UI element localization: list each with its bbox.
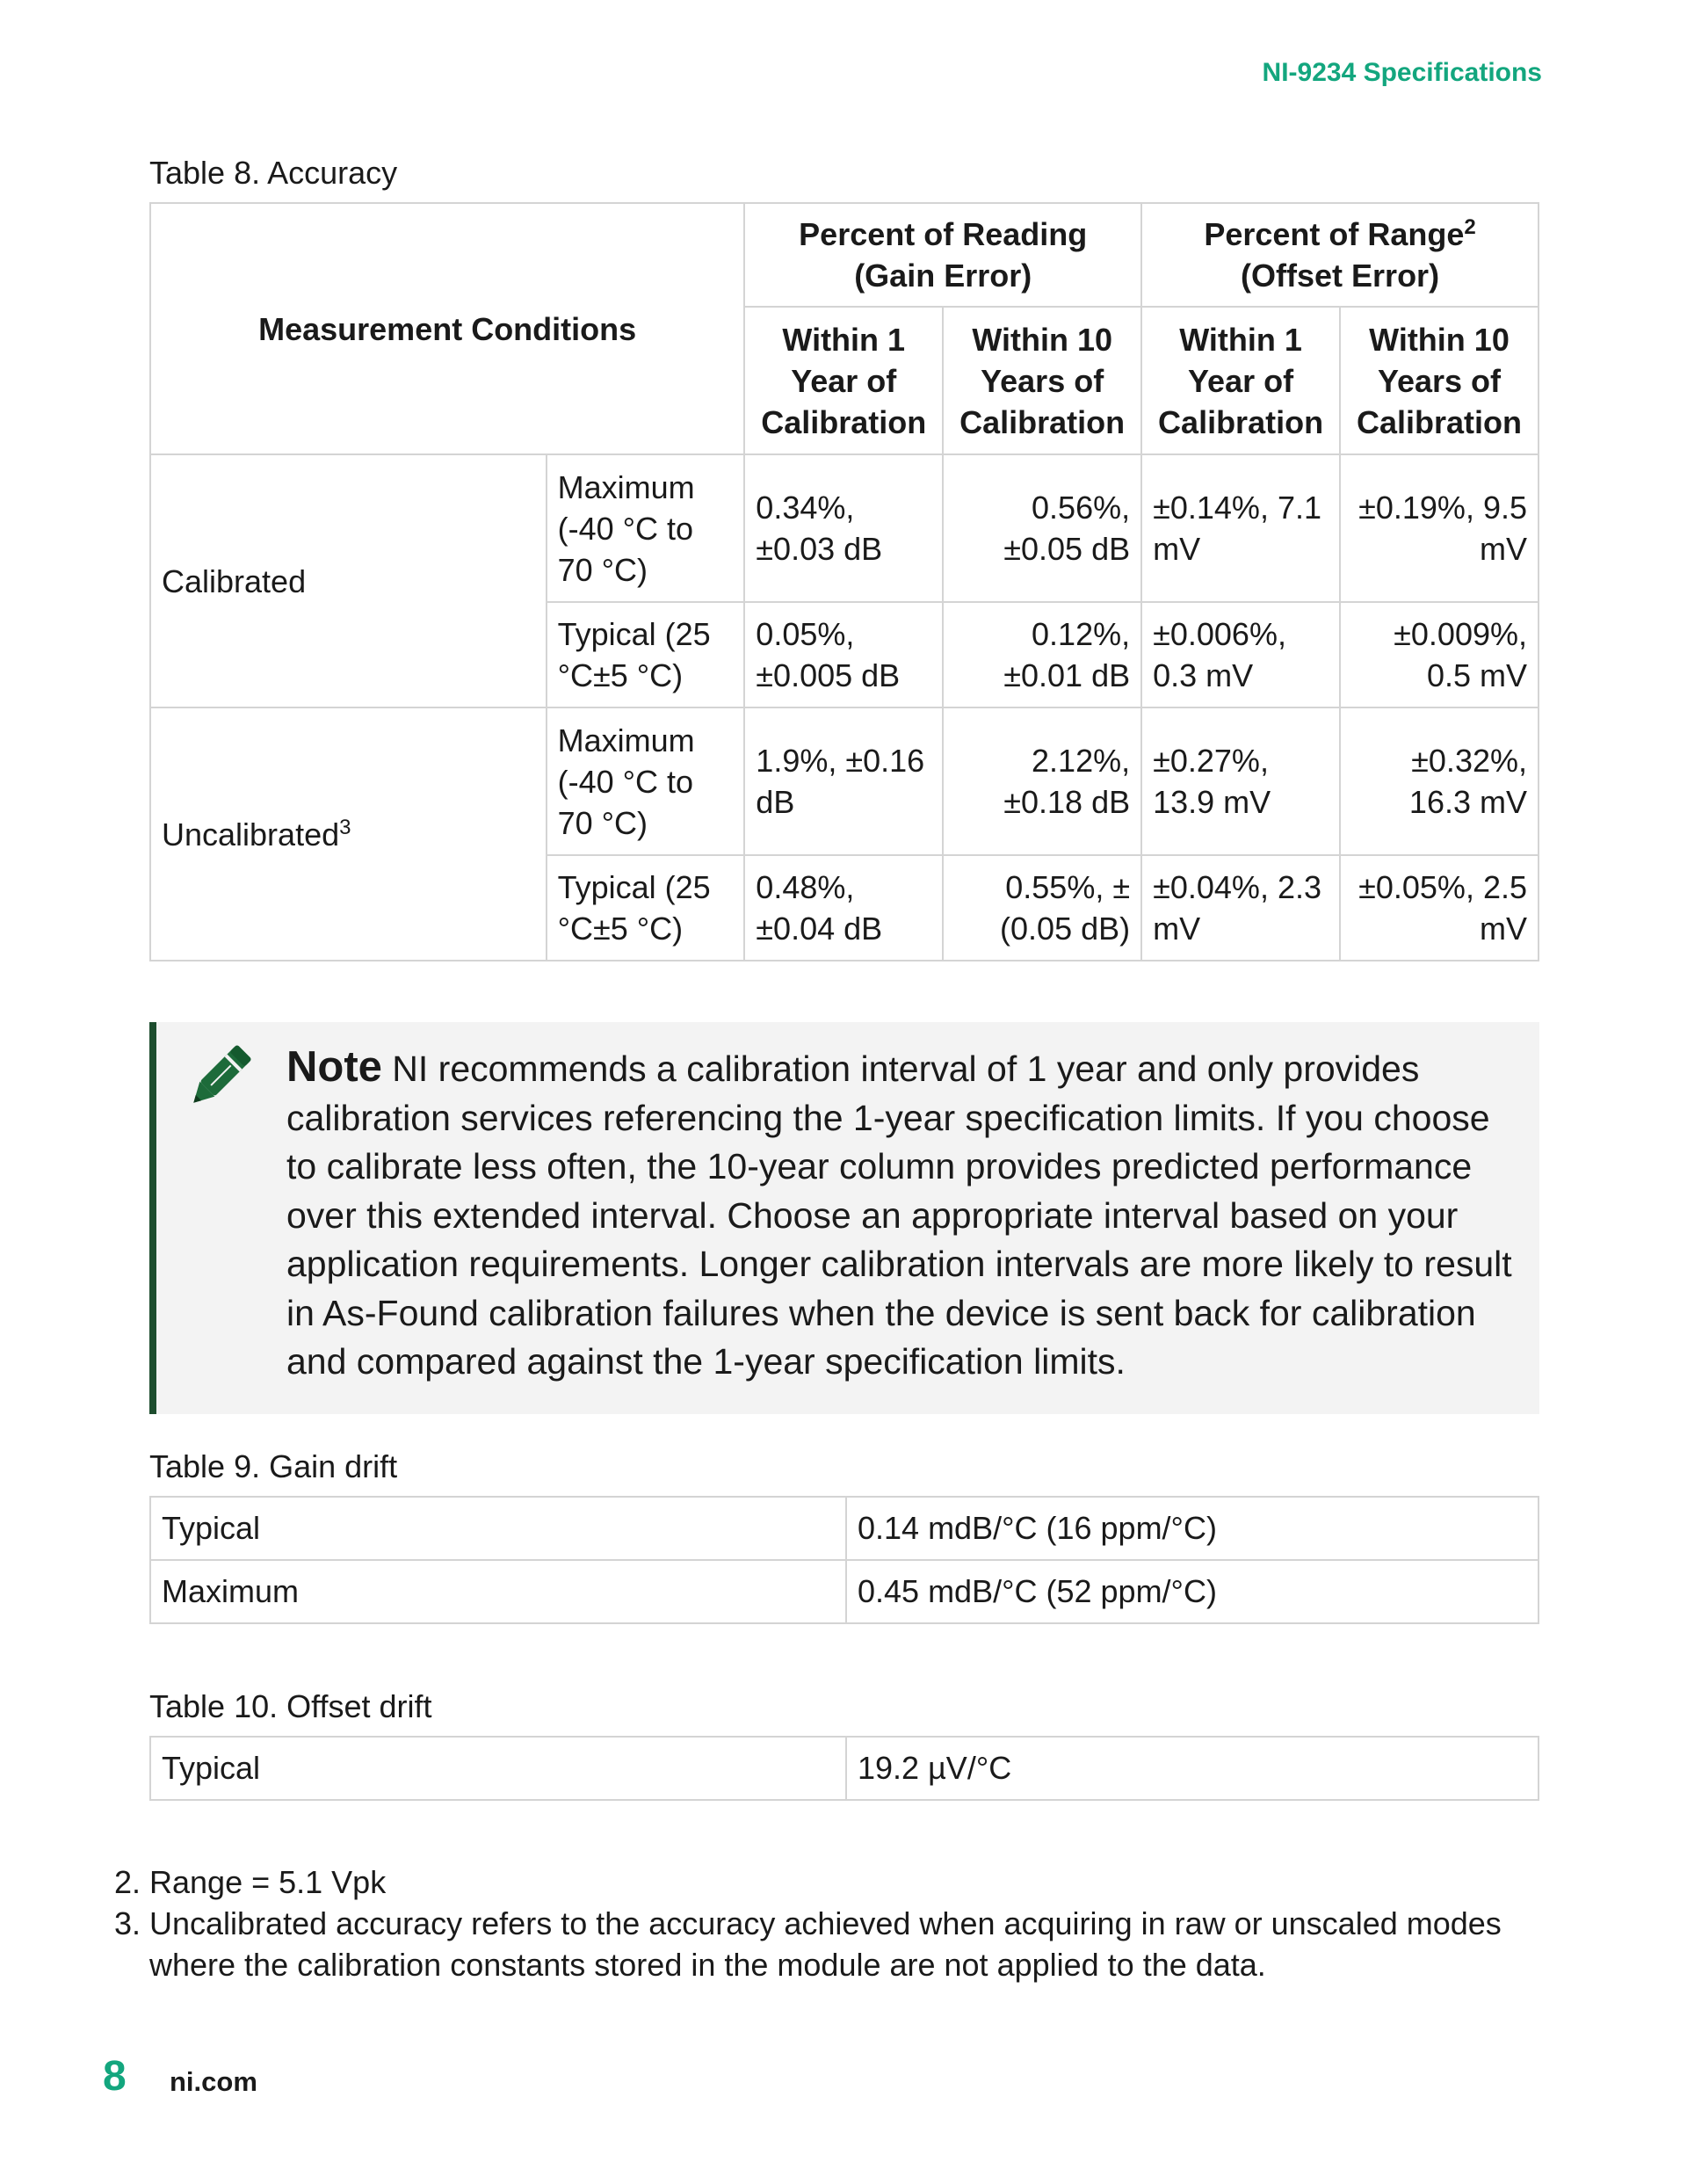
subheader-gain-10yr: Within 10 Years of Calibration: [943, 307, 1141, 454]
table-cell: 0.05%, ±0.005 dB: [744, 602, 943, 707]
table-cell: 0.34%, ±0.03 dB: [744, 454, 943, 602]
table-cell: 0.12%, ±0.01 dB: [943, 602, 1141, 707]
table-cell: ±0.19%, 9.5 mV: [1340, 454, 1539, 602]
table9-caption: Table 9. Gain drift: [149, 1448, 398, 1484]
table-cell: ±0.27%, 13.9 mV: [1141, 707, 1340, 855]
table-cell: ±0.04%, 2.3 mV: [1141, 855, 1340, 961]
uncalibrated-label: [150, 707, 547, 961]
gain-error-header: Percent of Reading (Gain Error): [744, 203, 1141, 307]
footnote-text: Range = 5.1 Vpk: [149, 1864, 387, 1900]
table-cell: 0.48%, ±0.04 dB: [744, 855, 943, 961]
subheader-offset-1yr: Within 1 Year of Calibration: [1141, 307, 1340, 454]
footnote-number: 2.: [114, 1864, 141, 1900]
footnote: [114, 1861, 1520, 1903]
offset-header-pre: Percent of Range: [1204, 216, 1465, 252]
note-text: [286, 1043, 1517, 1387]
note-box: [149, 1022, 1539, 1414]
table-cell: ±0.32%, 16.3 mV: [1340, 707, 1539, 855]
offset-drift-table: [149, 1736, 1539, 1801]
pencil-icon: [176, 1033, 264, 1121]
note-label: Note: [286, 1043, 382, 1091]
table-cell: Typical: [150, 1497, 846, 1560]
condition-cell: Typical (25 °C±5 °C): [547, 855, 745, 961]
table-cell: Maximum: [150, 1560, 846, 1623]
footnotes: [114, 1861, 1520, 1985]
note-body: NI recommends a calibration interval of 1 year and only provides calibration services referencing the 1-year specification limits. If you choose to calibrate less often, the 10-year column provides predicted performance over this extended interval. Choose an appropriate interval based on your application requirements. Longer calibration intervals are more likely to result in As-Found calibration failures when the device is sent back for calibration and compared against the 1-year specification limits.: [286, 1048, 1512, 1382]
table-cell: 2.12%, ±0.18 dB: [943, 707, 1141, 855]
table-cell: ±0.14%, 7.1 mV: [1141, 454, 1340, 602]
subheader-gain-1yr: Within 1 Year of Calibration: [744, 307, 943, 454]
table-cell: 1.9%, ±0.16 dB: [744, 707, 943, 855]
condition-cell: Typical (25 °C±5 °C): [547, 602, 745, 707]
footnote-ref-3: 3: [339, 815, 351, 839]
gain-drift-table: [149, 1496, 1539, 1624]
measurement-conditions-header: Measurement Conditions: [150, 203, 744, 454]
subheader-offset-10yr: Within 10 Years of Calibration: [1340, 307, 1539, 454]
table-cell: ±0.05%, 2.5 mV: [1340, 855, 1539, 961]
footnote-text: Uncalibrated accuracy refers to the accuracy achieved when acquiring in raw or unscaled modes where the calibration constants stored in the module are not applied to the data.: [149, 1905, 1502, 1983]
uncalibrated-text: Uncalibrated: [162, 816, 340, 853]
accuracy-table: [149, 202, 1539, 961]
table-cell: 0.45 mdB/°C (52 ppm/°C): [846, 1560, 1539, 1623]
condition-cell: Maximum (-40 °C to 70 °C): [547, 707, 745, 855]
offset-header-post: (Offset Error): [1241, 258, 1440, 294]
table-cell: Typical: [150, 1737, 846, 1800]
condition-cell: Maximum (-40 °C to 70 °C): [547, 454, 745, 602]
footnote-number: 3.: [114, 1905, 141, 1941]
running-header: NI-9234 Specifications: [1262, 58, 1542, 87]
footer-site-link[interactable]: ni.com: [170, 2066, 257, 2097]
table-cell: 0.14 mdB/°C (16 ppm/°C): [846, 1497, 1539, 1560]
table-cell: ±0.009%, 0.5 mV: [1340, 602, 1539, 707]
page-number: 8: [103, 2053, 127, 2100]
table-cell: ±0.006%, 0.3 mV: [1141, 602, 1340, 707]
table-cell: 19.2 µV/°C: [846, 1737, 1539, 1800]
table10-caption: Table 10. Offset drift: [149, 1688, 432, 1724]
calibrated-label: Calibrated: [150, 454, 547, 707]
offset-error-header: [1141, 203, 1539, 307]
table-cell: 0.56%, ±0.05 dB: [943, 454, 1141, 602]
table8-caption: Table 8. Accuracy: [149, 155, 398, 191]
footnote-ref-2: 2: [1464, 215, 1476, 239]
table-cell: 0.55%, ±(0.05 dB): [943, 855, 1141, 961]
footnote: [114, 1903, 1520, 1985]
